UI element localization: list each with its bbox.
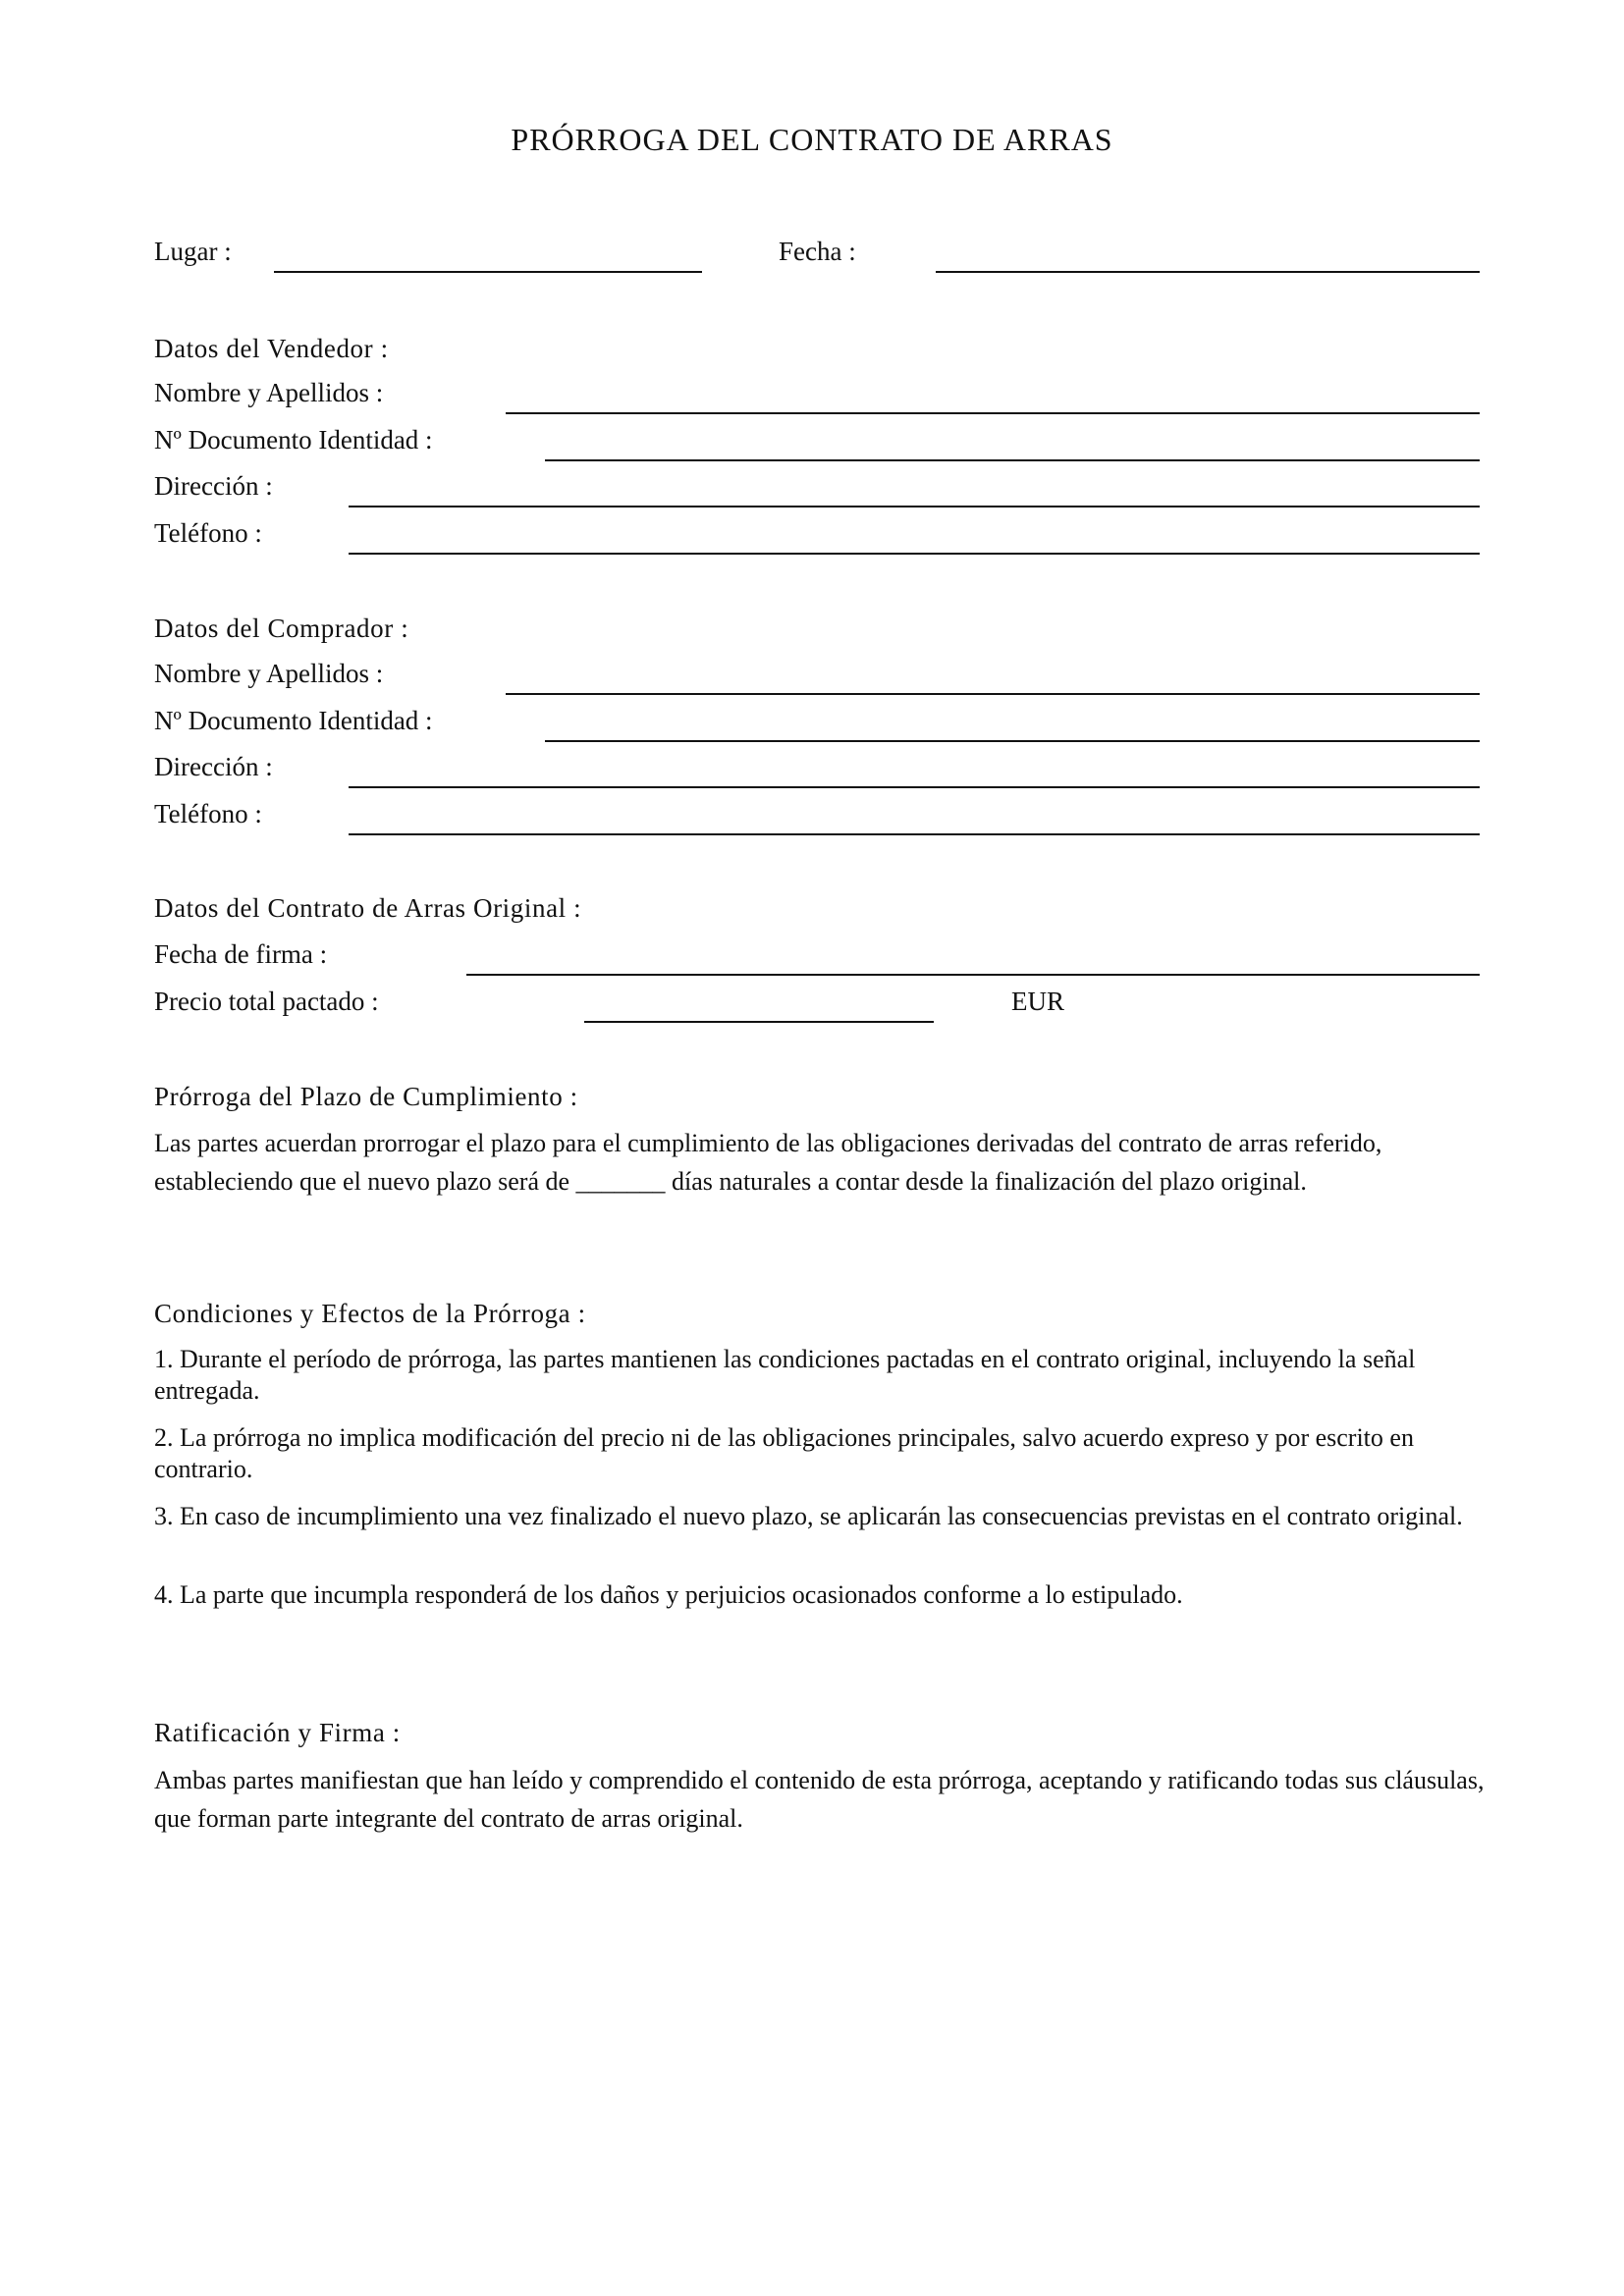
- vendedor-direccion-label: Dirección :: [154, 471, 273, 501]
- comprador-nombre-line[interactable]: [506, 693, 1480, 695]
- precio-row: [154, 984, 1480, 1023]
- comprador-telefono-label: Teléfono :: [154, 799, 262, 828]
- vendedor-documento-label: Nº Documento Identidad :: [154, 425, 433, 454]
- lugar-label: Lugar :: [154, 237, 232, 266]
- lugar-field-line[interactable]: [274, 271, 702, 273]
- ratificacion-paragraph: Ambas partes manifiestan que han leído y comprendido el contenido de esta prórroga, aceptando y ratificando todas sus cláusulas, que forman parte integrante del contrato de arras original.: [154, 1766, 1485, 1833]
- comprador-telefono-row: [154, 796, 1480, 835]
- vendedor-nombre-label: Nombre y Apellidos :: [154, 378, 384, 407]
- vendedor-direccion-line[interactable]: [349, 506, 1480, 507]
- ratificacion-heading: Ratificación y Firma :: [154, 1718, 401, 1747]
- precio-label: Precio total pactado :: [154, 987, 379, 1016]
- vendedor-telefono-line[interactable]: [349, 553, 1480, 555]
- comprador-heading: Datos del Comprador :: [154, 614, 409, 643]
- vendedor-nombre-line[interactable]: [506, 412, 1480, 414]
- comprador-direccion-line[interactable]: [349, 786, 1480, 788]
- vendedor-telefono-label: Teléfono :: [154, 518, 262, 548]
- vendedor-telefono-row: [154, 515, 1480, 555]
- vendedor-documento-row: [154, 422, 1480, 461]
- comprador-telefono-line[interactable]: [349, 833, 1480, 835]
- comprador-documento-row: [154, 703, 1480, 742]
- precio-line[interactable]: [584, 1021, 934, 1023]
- comprador-documento-line[interactable]: [545, 740, 1480, 742]
- vendedor-documento-line[interactable]: [545, 459, 1480, 461]
- vendedor-direccion-row: [154, 468, 1480, 507]
- prorroga-paragraph: Las partes acuerdan prorrogar el plazo para el cumplimiento de las obligaciones derivadas del contrato de arras referido, estableciendo que el nuevo plazo será de _______ días naturales a contar desde la finalización del plazo original.: [154, 1129, 1382, 1196]
- fecha-firma-label: Fecha de firma :: [154, 939, 328, 969]
- vendedor-heading: Datos del Vendedor :: [154, 334, 389, 363]
- comprador-direccion-label: Dirección :: [154, 752, 273, 781]
- comprador-nombre-row: [154, 656, 1480, 695]
- prorroga-heading: Prórroga del Plazo de Cumplimiento :: [154, 1082, 578, 1111]
- fecha-firma-line[interactable]: [466, 974, 1480, 976]
- contrato-heading: Datos del Contrato de Arras Original :: [154, 893, 582, 923]
- fecha-label: Fecha :: [779, 237, 856, 266]
- condicion-item-1: 1. Durante el período de prórroga, las partes mantienen las condiciones pactadas en el contrato original, incluyendo la señal entregada.: [154, 1345, 1416, 1405]
- comprador-nombre-label: Nombre y Apellidos :: [154, 659, 384, 688]
- condicion-item-2: 2. La prórroga no implica modificación del precio ni de las obligaciones principales, salvo acuerdo expreso y por escrito en contrario.: [154, 1423, 1414, 1483]
- condiciones-heading: Condiciones y Efectos de la Prórroga :: [154, 1299, 586, 1328]
- comprador-documento-label: Nº Documento Identidad :: [154, 706, 433, 735]
- lugar-fecha-row: [154, 234, 1480, 273]
- fecha-firma-row: [154, 936, 1480, 976]
- fecha-field-line[interactable]: [936, 271, 1480, 273]
- currency-label: EUR: [1011, 987, 1064, 1016]
- condicion-item-4: 4. La parte que incumpla responderá de los daños y perjuicios ocasionados conforme a lo estipulado.: [154, 1580, 1183, 1609]
- comprador-direccion-row: [154, 749, 1480, 788]
- vendedor-nombre-row: [154, 375, 1480, 414]
- document-title: PRÓRROGA DEL CONTRATO DE ARRAS: [511, 122, 1113, 157]
- condicion-item-3: 3. En caso de incumplimiento una vez finalizado el nuevo plazo, se aplicarán las consecuencias previstas en el contrato original.: [154, 1502, 1463, 1530]
